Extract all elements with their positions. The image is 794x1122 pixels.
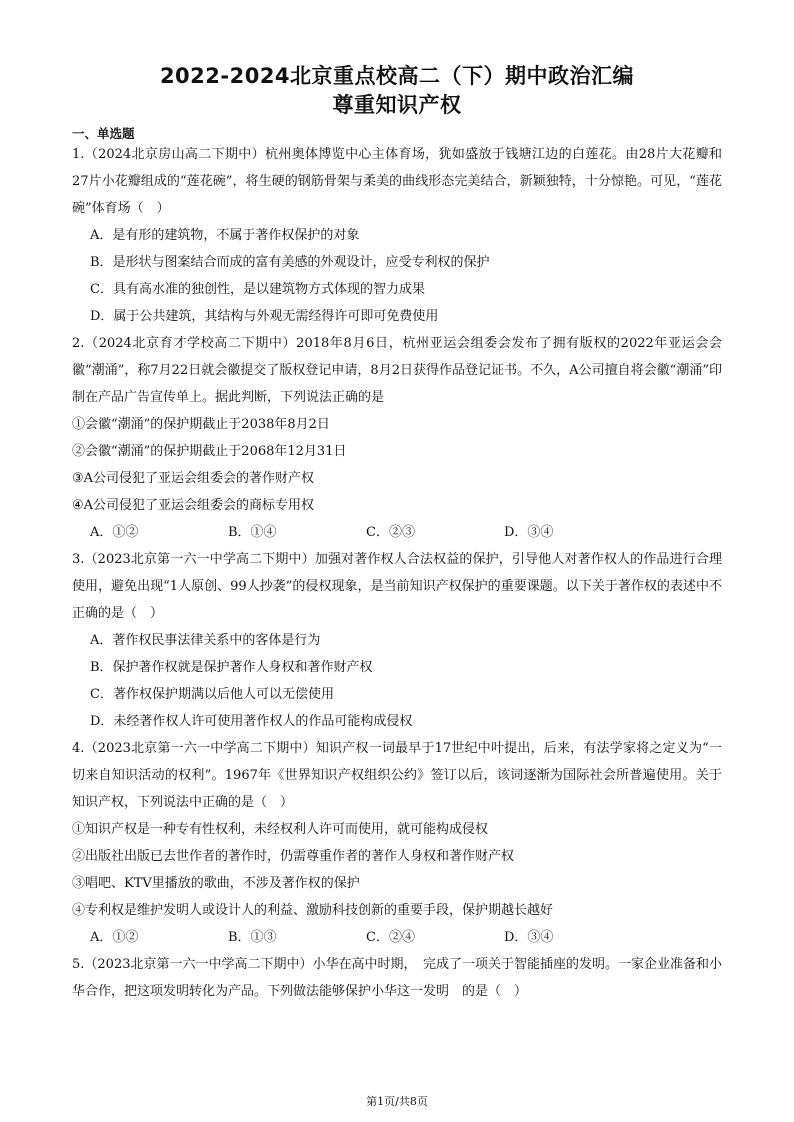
option-a: A．①② [90, 930, 139, 945]
statement-4: ④A公司侵犯了亚运会组委会的商标专用权 [72, 498, 315, 513]
statement-1: ①会徽“潮涌”的保护期截止于2038年8月2日 [72, 417, 330, 432]
option-a: A．是有形的建筑物，不属于著作权保护的对象 [90, 228, 360, 243]
statement-1: ①知识产权是一种专有性权利，未经权利人许可而使用，就可能构成侵权 [72, 822, 489, 837]
document-title: 2022-2024北京重点校高二（下）期中政治汇编 [159, 64, 635, 88]
option-b: B．①④ [228, 525, 277, 540]
page-footer: 第1页/共8页 [366, 1095, 428, 1108]
option-a: A．著作权民事法律关系中的客体是行为 [90, 633, 321, 648]
question-stem: 5.（2023北京第一六一中学高二下期中）小华在高中时期， 完成了一项关于智能插座的发明。一家企业准备和小华合作，把这项发明转化为产品。下列做法能够保护小华这一发明 的是（ ） [72, 957, 722, 999]
statement-4: ④专利权是维护发明人或设计人的利益、激励科技创新的重要手段，保护期越长越好 [72, 903, 554, 918]
option-d: D．未经著作权人许可使用著作权人的作品可能构成侵权 [90, 714, 413, 729]
option-d: D．属于公共建筑，其结构与外观无需经得许可即可免费使用 [90, 309, 439, 324]
question-2 [72, 330, 722, 546]
question-1 [72, 141, 722, 330]
option-c: C．具有高水准的独创性，是以建筑物方式体现的智力成果 [90, 282, 425, 297]
option-c: C．著作权保护期满以后他人可以无偿使用 [90, 687, 334, 702]
document-subtitle: 尊重知识产权 [332, 93, 462, 117]
question-4 [72, 735, 722, 951]
option-row [72, 924, 722, 951]
option-a: A．①② [90, 525, 139, 540]
statement-3: ③唱吧、KTV里播放的歌曲，不涉及著作权的保护 [72, 876, 360, 891]
option-c: C．②③ [366, 525, 415, 540]
option-d: D．③④ [504, 525, 554, 540]
option-b: B．是形状与图案结合而成的富有美感的外观设计，应受专利权的保护 [90, 255, 490, 270]
statement-2: ②出版社出版已去世作者的著作时，仍需尊重作者的著作人身权和著作财产权 [72, 849, 515, 864]
question-stem: 4.（2023北京第一六一中学高二下期中）知识产权一词最早于17世纪中叶提出，后来，有法学家将之定义为“一切来自知识活动的权利”。1967年《世界知识产权组织公约》签订以后，该词逐渐为国际社会所普遍使用。关于知识产权，下列说法中正确的是（ ） [72, 741, 722, 810]
question-list [72, 141, 722, 1005]
question-stem: 1.（2024北京房山高二下期中）杭州奥体博览中心主体育场，犹如盛放于钱塘江边的白莲花。由28片大花瓣和27片小花瓣组成的“莲花碗”，将生硬的钢筋骨架与柔美的曲线形态完美结合，新颖独特，十分惊艳。可见，“莲花碗”体育场（ ） [72, 147, 722, 216]
option-c: C．②④ [366, 930, 415, 945]
option-d: D．③④ [504, 930, 554, 945]
option-b: B．保护著作权就是保护著作人身权和著作财产权 [90, 660, 373, 675]
option-row [72, 519, 722, 546]
question-5 [72, 951, 722, 1005]
question-stem: 2.（2024北京育才学校高二下期中）2018年8月6日，杭州亚运会组委会发布了拥有版权的2022年亚运会会徽“潮涌”，称7月22日就会徽提交了版权登记申请，8月2日获得作品登记证书。不久，A公司擅自将会徽“潮涌”印制在产品广告宣传单上。据此判断，下列说法正确的是 [72, 336, 722, 405]
section-heading: 一、单选题 [72, 126, 135, 141]
statement-3: ③A公司侵犯了亚运会组委会的著作财产权 [72, 471, 315, 486]
question-3 [72, 546, 722, 735]
option-b: B．①③ [228, 930, 277, 945]
statement-2: ②会徽“潮涌”的保护期截止于2068年12月31日 [72, 444, 347, 459]
question-stem: 3.（2023北京第一六一中学高二下期中）加强对著作权人合法权益的保护，引导他人对著作权人的作品进行合理使用，避免出现“1人原创、99人抄袭”的侵权现象，是当前知识产权保护的重要课题。以下关于著作权的表述中不正确的是（ ） [72, 552, 722, 621]
